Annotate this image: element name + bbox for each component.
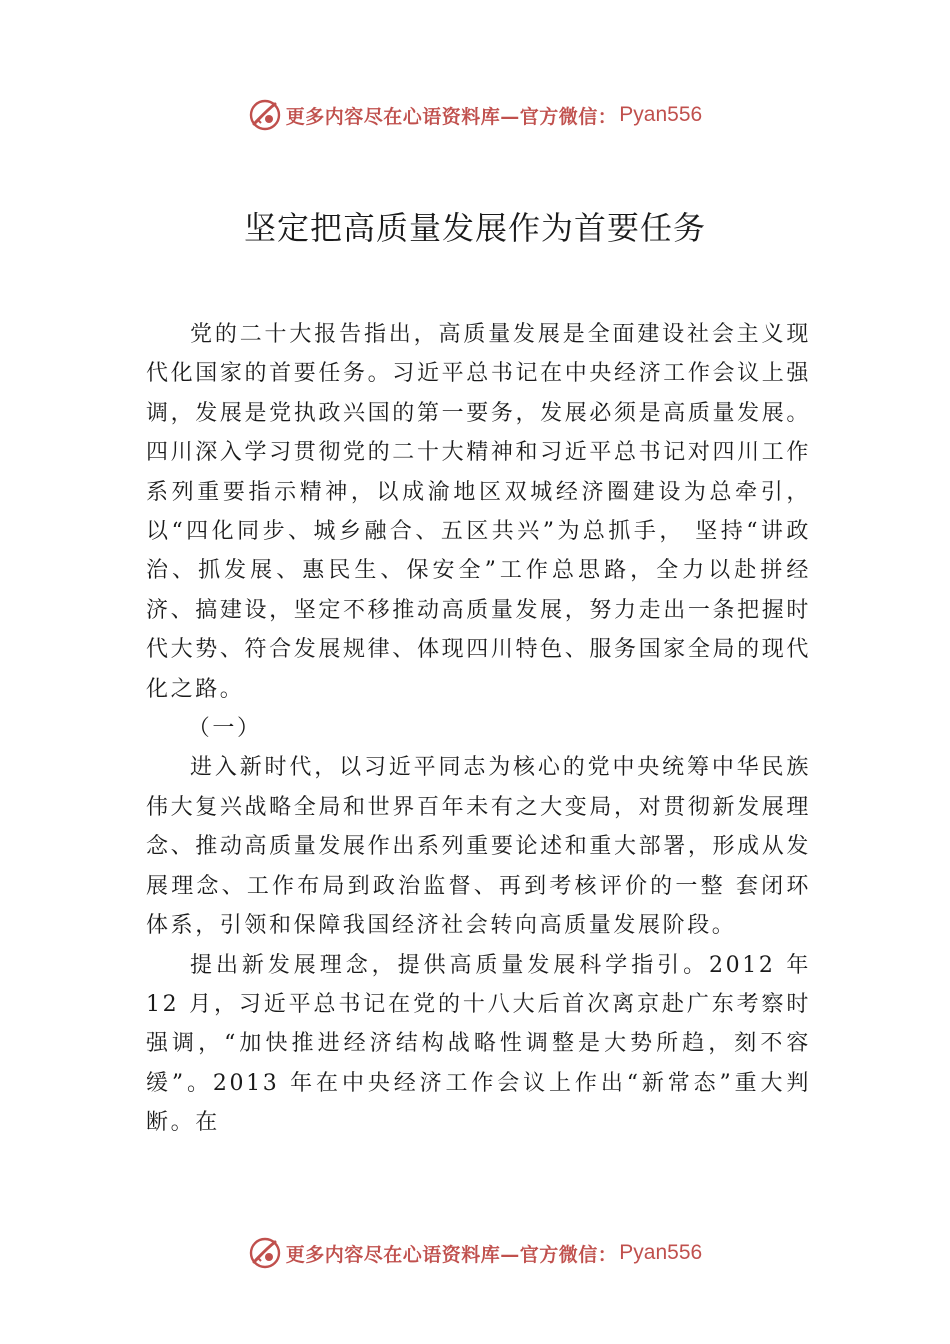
footer-watermark — [0, 1233, 950, 1273]
paragraph: 进入新时代，以习近平同志为核心的党中央统筹中华民族伟大复兴战略全局和世界百年未有之大变局，对贯彻新发展理念、推动高质量发展作出系列重要论述和重大部署，形成从发展理念、工作布局到政治监督、再到考核评价的一整 套闭环体系，引领和保障我国经济社会转向高质量发展阶段。 — [146, 755, 811, 939]
brush-logo-icon — [248, 98, 282, 132]
paragraph: 党的二十大报告指出，高质量发展是全面建设社会主义现代化国家的首要任务。习近平总书记在中央经济工作会议上强调，发展是党执政兴国的第一要务，发展必须是高质量发展。四川深入学习贯彻党的二十大精神和习近平总书记对四川工作系列重要指示精神，以成渝地区双城经济圈建设为总牵引，以“四化同步、城乡融合、五区共兴”为总抓手， 坚持“讲政治、抓发展、惠民生、保安全”工作总思路，全力以赴拼经济、搞建设，坚定不移推动高质量发展，努力走出一条把握时代大势、符合发展规律、体现四川特色、服务国家全局的现代化之路。 — [146, 322, 811, 702]
watermark-wechat-id: Pyan556 — [619, 103, 703, 126]
document-body — [146, 315, 811, 1143]
header-watermark — [0, 95, 950, 135]
document-title: 坚定把高质量发展作为首要任务 — [243, 209, 706, 247]
section-heading: （一） — [187, 716, 262, 742]
watermark-wechat-id: Pyan556 — [619, 1241, 703, 1264]
watermark-text: 更多内容尽在心语资料库—官方微信： — [285, 1243, 618, 1266]
paragraph: 提出新发展理念，提供高质量发展科学指引。2012 年 12 月，习近平总书记在党的十八大后首次离京赴广东考察时强调，“加快推进经济结构战略性调整是大势所趋，刻不容缓”。2013 年在中央经济工作会议上作出“新常态”重大判断。在 — [146, 952, 811, 1136]
brush-logo-icon — [248, 1236, 282, 1270]
watermark-text: 更多内容尽在心语资料库—官方微信： — [285, 105, 618, 128]
